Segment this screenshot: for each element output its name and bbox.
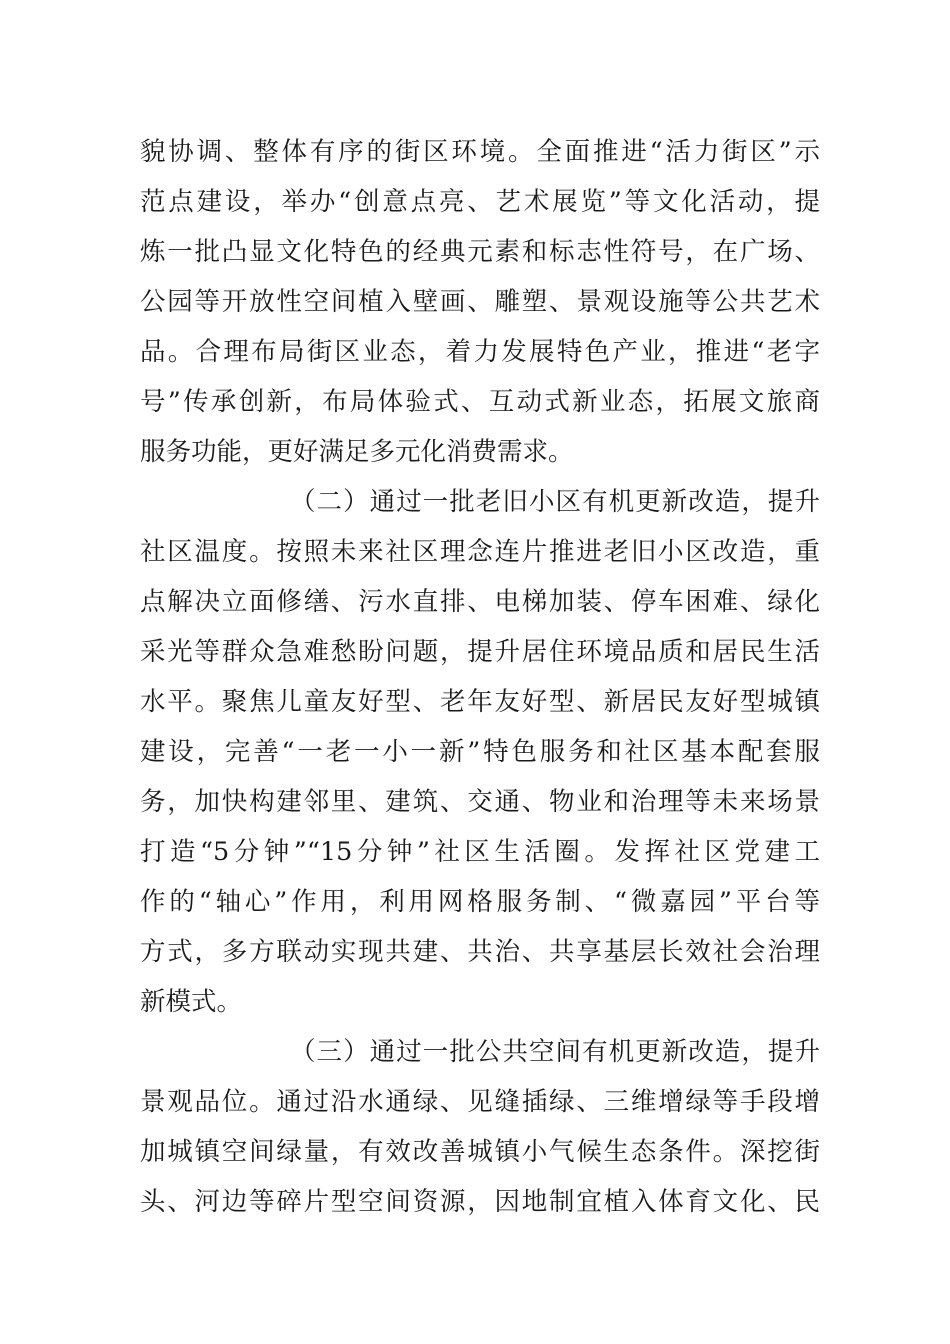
text-line: 加城镇空间绿量，有效改善城镇小气候生态条件。深挖街	[140, 1137, 820, 1167]
text-line: 水平。聚焦儿童友好型、老年友好型、新居民友好型城镇	[140, 687, 820, 717]
text-line: 号”传承创新，布局体验式、互动式新业态，拓展文旅商	[140, 387, 820, 417]
section-heading-3: （三）通过一批公共空间有机更新改造，提升	[290, 1037, 820, 1067]
text-line: 服务功能，更好满足多元化消费需求。	[140, 437, 574, 467]
text-line: 炼一批凸显文化特色的经典元素和标志性符号，在广场、	[140, 237, 820, 267]
text-line: 建设，完善“一老一小一新”特色服务和社区基本配套服	[140, 737, 820, 767]
text-line: 社区温度。按照未来社区理念连片推进老旧小区改造，重	[140, 537, 820, 567]
text-line: 品。合理布局街区业态，着力发展特色产业，推进“老字	[140, 337, 820, 367]
text-line: 务，加快构建邻里、建筑、交通、物业和治理等未来场景	[140, 787, 820, 817]
text-line: 头、河边等碎片型空间资源，因地制宜植入体育文化、民	[140, 1187, 820, 1217]
text-line: 公园等开放性空间植入壁画、雕塑、景观设施等公共艺术	[140, 287, 820, 317]
text-line: 打造“5分钟”“15分钟”社区生活圈。发挥社区党建工	[140, 837, 820, 867]
text-line: 作的“轴心”作用，利用网格服务制、“微嘉园”平台等	[140, 887, 820, 917]
text-line: 采光等群众急难愁盼问题，提升居住环境品质和居民生活	[140, 637, 820, 667]
section-heading-2: （二）通过一批老旧小区有机更新改造，提升	[290, 487, 820, 517]
text-line: 景观品位。通过沿水通绿、见缝插绿、三维增绿等手段增	[140, 1087, 820, 1117]
text-line: 新模式。	[140, 987, 243, 1017]
text-line: 貌协调、整体有序的街区环境。全面推进“活力街区”示	[140, 137, 820, 167]
text-line: 范点建设，举办“创意点亮、艺术展览”等文化活动，提	[140, 187, 820, 217]
text-line: 方式，多方联动实现共建、共治、共享基层长效社会治理	[140, 937, 820, 967]
text-line: 点解决立面修缮、污水直排、电梯加装、停车困难、绿化	[140, 587, 820, 617]
